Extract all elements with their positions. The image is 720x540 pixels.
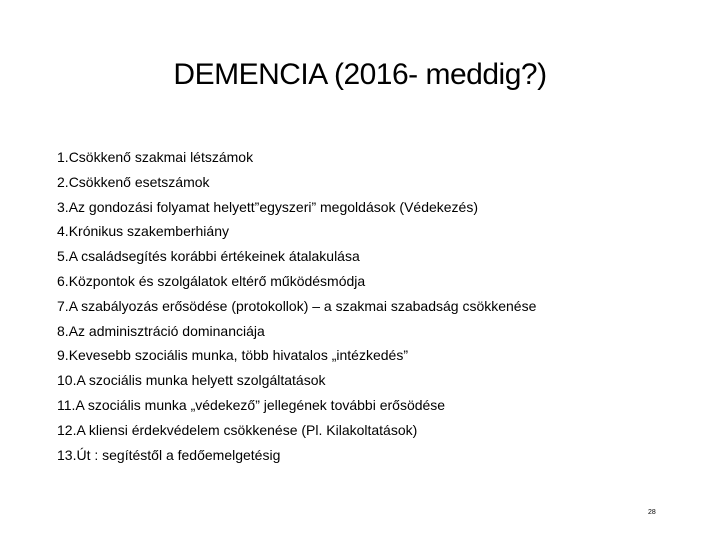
list-item-number: 9. [57,347,69,364]
list-item-text: A szociális munka „védekező” jellegének további erősödése [75,396,446,413]
list-item-text: Kevesebb szociális munka, több hivatalos „intézkedés” [68,347,408,364]
list-item-number: 8. [57,322,69,339]
list-item-number: 13. [57,446,77,463]
list-item-number: 4. [57,223,69,240]
list-item [57,420,697,445]
list-item [57,296,697,321]
list-item [57,321,697,346]
list-item-text: Az gondozási folyamat helyett”egyszeri” megoldások (Védekezés) [68,198,478,215]
list-item [57,172,697,197]
list-item-text: Csökkenő szakmai létszámok [68,149,254,165]
list-item-text: Csökkenő esetszámok [68,173,210,190]
list-item [57,197,697,222]
list-item-text: A kliensi érdekvédelem csökkenése (Pl. Kilakoltatások) [76,421,418,438]
bullet-list [57,147,697,469]
list-item-number: 5. [57,248,69,265]
list-item-text: A szociális munka helyett szolgáltatások [76,372,326,389]
list-item-text: Krónikus szakemberhiány [68,223,229,240]
list-item [57,221,697,246]
list-item-number: 6. [57,272,69,289]
list-item-text: Az adminisztráció dominanciája [68,322,265,339]
list-item [57,370,697,395]
list-item-number: 2. [57,173,69,190]
list-item [57,271,697,296]
list-item-text: A szabályozás erősödése (protokollok) – a szakmai szabadság csökkenése [68,297,537,314]
list-item [57,445,697,470]
list-item-number: 11. [57,396,76,413]
list-item [57,345,697,370]
list-item [57,246,697,271]
list-item [57,147,697,172]
slide-title: DEMENCIA (2016- meddig?) [173,58,547,91]
page-number: 28 [648,509,656,516]
list-item [57,395,697,420]
list-item-number: 3. [57,198,69,215]
list-item-text: Központok és szolgálatok eltérő működésmódja [68,272,366,289]
list-item-number: 12. [57,421,77,438]
list-item-text: A családsegítés korábbi értékeinek átalakulása [68,248,360,265]
list-item-number: 10. [57,372,77,389]
list-item-number: 7. [57,297,69,314]
list-item-number: 1. [57,149,69,165]
list-item-text: Út : segítéstől a fedőemelgetésig [76,446,281,463]
